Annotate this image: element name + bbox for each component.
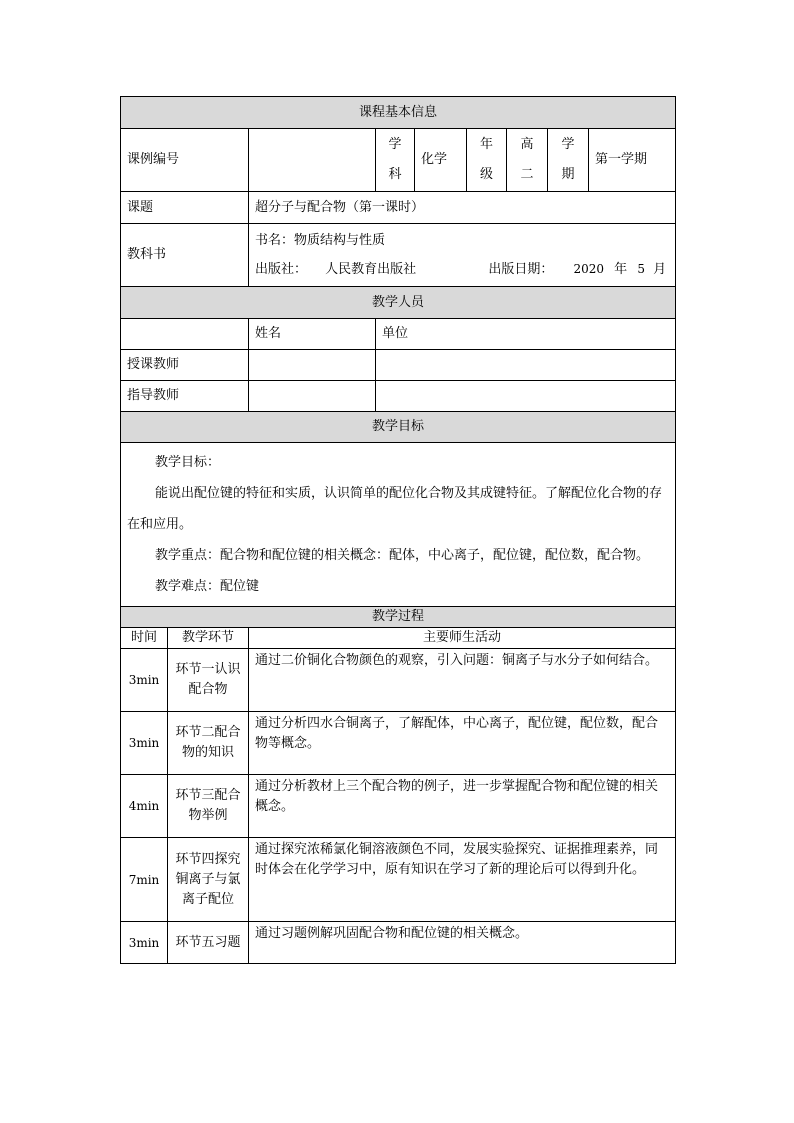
goals-key-points: 教学重点：配合物和配位键的相关概念：配体，中心离子，配位键，配位数，配合物。 — [155, 548, 650, 563]
lesson-plan-document — [120, 96, 675, 964]
publish-date-label: 出版日期： — [488, 262, 554, 277]
textbook-info — [249, 224, 676, 287]
teacher-label: 授课教师 — [121, 350, 249, 381]
publisher-line — [255, 255, 669, 284]
topic-value: 超分子与配合物（第一课时） — [249, 192, 676, 224]
basic-info-table — [120, 96, 676, 607]
table-row — [121, 922, 676, 964]
mentor-name — [249, 381, 376, 412]
grade-value-line1: 高 — [520, 137, 534, 152]
process-header: 教学过程 — [121, 607, 676, 628]
row-stage: 环节三配合物举例 — [168, 775, 249, 838]
row-activity: 通过二价铜化合物颜色的观察，引入问题：铜离子与水分子如何结合。 — [249, 649, 676, 712]
col-stage-header: 教学环节 — [168, 628, 249, 649]
subject-label — [376, 129, 415, 192]
publish-year: 2020 — [573, 262, 605, 276]
grade-value-line2: 二 — [520, 167, 534, 182]
publish-month: 5 — [637, 262, 645, 276]
staff-corner-cell — [121, 319, 249, 350]
mentor-label: 指导教师 — [121, 381, 249, 412]
term-label — [548, 129, 589, 192]
col-activity-header: 主要师生活动 — [249, 628, 676, 649]
goals-text: 能说出配位键的特征和实质，认识简单的配位化合物及其成键特征。了解配位化合物的存在和应用。 — [127, 486, 663, 532]
publisher-label: 出版社： — [255, 262, 308, 277]
publisher-value: 人民教育出版社 — [325, 262, 417, 277]
row-time: 7min — [121, 838, 168, 922]
row-time: 3min — [121, 649, 168, 712]
book-name: 书名：物质结构与性质 — [255, 233, 386, 248]
basic-info-header: 课程基本信息 — [121, 97, 676, 129]
table-row — [121, 775, 676, 838]
staff-unit-header: 单位 — [376, 319, 676, 350]
row-time: 4min — [121, 775, 168, 838]
topic-label: 课题 — [121, 192, 249, 224]
row-stage: 环节一认识配合物 — [168, 649, 249, 712]
grade-label — [467, 129, 507, 192]
row-time: 3min — [121, 922, 168, 964]
mentor-unit — [376, 381, 676, 412]
goals-content — [121, 443, 676, 607]
teacher-name — [249, 350, 376, 381]
table-row — [121, 712, 676, 775]
row-stage: 环节五习题 — [168, 922, 249, 964]
grade-label-line1: 年 — [479, 137, 493, 152]
case-no-label: 课例编号 — [121, 129, 249, 192]
col-time-header: 时间 — [121, 628, 168, 649]
row-activity: 通过探究浓稀氯化铜溶液颜色不同，发展实验探究、证据推理素养，同时体会在化学学习中，原有知识在学习了新的理论后可以得到升化。 — [249, 838, 676, 922]
goals-header: 教学目标 — [121, 412, 676, 443]
grade-value — [507, 129, 548, 192]
staff-name-header: 姓名 — [249, 319, 376, 350]
grade-label-line2: 级 — [479, 167, 493, 182]
teacher-unit — [376, 350, 676, 381]
term-value: 第一学期 — [589, 129, 676, 192]
case-no-value — [249, 129, 376, 192]
term-label-line1: 学 — [561, 137, 575, 152]
process-table — [120, 606, 676, 964]
row-stage: 环节四探究铜离子与氯离子配位 — [168, 838, 249, 922]
staff-header: 教学人员 — [121, 287, 676, 319]
table-row — [121, 838, 676, 922]
publish-year-unit: 年 — [614, 262, 628, 277]
table-row — [121, 649, 676, 712]
row-activity: 通过习题例解巩固配合物和配位键的相关概念。 — [249, 922, 676, 964]
row-stage: 环节二配合物的知识 — [168, 712, 249, 775]
term-label-line2: 期 — [561, 167, 575, 182]
row-activity: 通过分析教材上三个配合物的例子，进一步掌握配合物和配位键的相关概念。 — [249, 775, 676, 838]
subject-label-line1: 学 — [388, 137, 402, 152]
textbook-label: 教科书 — [121, 224, 249, 287]
subject-value: 化学 — [415, 129, 467, 192]
goals-label: 教学目标： — [155, 455, 221, 470]
goals-difficulty: 教学难点：配位键 — [155, 579, 260, 594]
row-time: 3min — [121, 712, 168, 775]
publish-month-unit: 月 — [653, 262, 667, 277]
subject-label-line2: 科 — [388, 167, 402, 182]
row-activity: 通过分析四水合铜离子，了解配体，中心离子，配位键，配位数，配合物等概念。 — [249, 712, 676, 775]
